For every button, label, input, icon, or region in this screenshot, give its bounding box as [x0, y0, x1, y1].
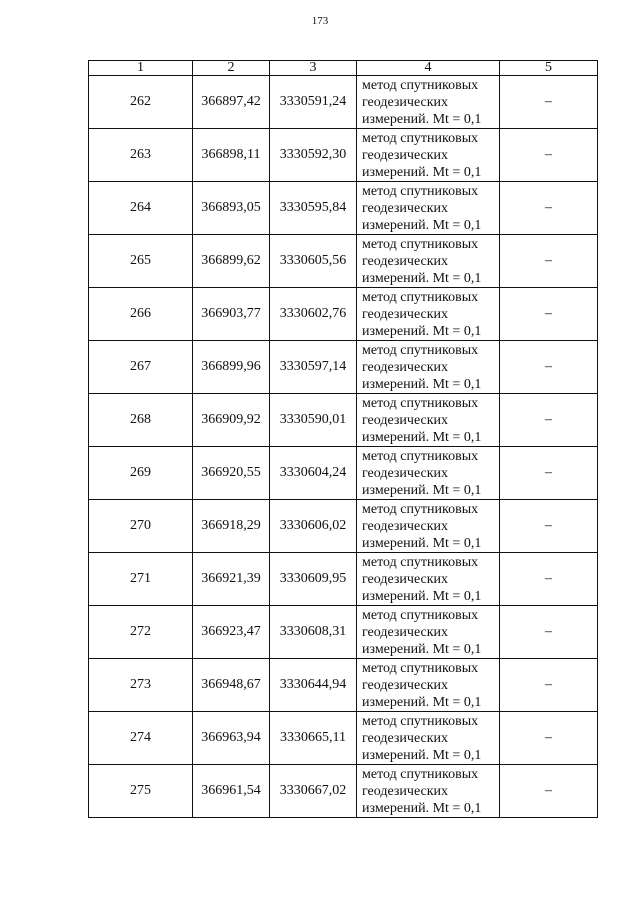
- method-cell: [357, 659, 500, 712]
- header-cell-x: 2: [193, 61, 270, 76]
- y-coordinate-cell: 3330602,76: [270, 288, 357, 341]
- y-coordinate-cell: 3330590,01: [270, 394, 357, 447]
- page-number: 173: [311, 15, 329, 27]
- y-coordinate-cell: 3330667,02: [270, 765, 357, 818]
- y-coordinate-cell: 3330644,94: [270, 659, 357, 712]
- table-body: [89, 76, 598, 818]
- point-number-cell: 264: [89, 182, 193, 235]
- method-line: геодезических: [362, 571, 449, 587]
- method-line: метод спутниковых: [362, 766, 479, 782]
- note-cell: –: [500, 659, 598, 712]
- method-cell: [357, 129, 500, 182]
- point-number-cell: 269: [89, 447, 193, 500]
- point-number-cell: 265: [89, 235, 193, 288]
- x-coordinate-cell: 366893,05: [193, 182, 270, 235]
- method-cell: [357, 182, 500, 235]
- method-line: измерений. Mt = 0,1: [362, 376, 482, 392]
- table-row: [89, 659, 598, 712]
- header-cell-note: 5: [500, 61, 598, 76]
- x-coordinate-cell: 366961,54: [193, 765, 270, 818]
- method-line: геодезических: [362, 677, 449, 693]
- note-cell: –: [500, 765, 598, 818]
- note-cell: –: [500, 500, 598, 553]
- table-row: [89, 76, 598, 129]
- note-cell: –: [500, 553, 598, 606]
- note-cell: –: [500, 235, 598, 288]
- method-line: геодезических: [362, 518, 449, 534]
- method-line: измерений. Mt = 0,1: [362, 800, 482, 816]
- method-cell: [357, 606, 500, 659]
- table-row: [89, 765, 598, 818]
- method-line: измерений. Mt = 0,1: [362, 429, 482, 445]
- x-coordinate-cell: 366918,29: [193, 500, 270, 553]
- method-line: измерений. Mt = 0,1: [362, 111, 482, 127]
- method-cell: [357, 447, 500, 500]
- point-number-cell: 270: [89, 500, 193, 553]
- note-cell: –: [500, 76, 598, 129]
- point-number-cell: 262: [89, 76, 193, 129]
- method-line: метод спутниковых: [362, 554, 479, 570]
- y-coordinate-cell: 3330609,95: [270, 553, 357, 606]
- header-cell-point-number: 1: [89, 61, 193, 76]
- method-cell: [357, 500, 500, 553]
- method-line: геодезических: [362, 94, 449, 110]
- method-line: метод спутниковых: [362, 395, 479, 411]
- point-number-cell: 267: [89, 341, 193, 394]
- method-line: метод спутниковых: [362, 660, 479, 676]
- method-cell: [357, 712, 500, 765]
- header-cell-y: 3: [270, 61, 357, 76]
- method-line: метод спутниковых: [362, 448, 479, 464]
- method-line: метод спутниковых: [362, 236, 479, 252]
- table-header-row: [89, 61, 598, 76]
- point-number-cell: 275: [89, 765, 193, 818]
- method-cell: [357, 765, 500, 818]
- method-cell: [357, 235, 500, 288]
- method-line: измерений. Mt = 0,1: [362, 217, 482, 233]
- x-coordinate-cell: 366897,42: [193, 76, 270, 129]
- table-row: [89, 712, 598, 765]
- note-cell: –: [500, 288, 598, 341]
- method-cell: [357, 553, 500, 606]
- y-coordinate-cell: 3330605,56: [270, 235, 357, 288]
- method-line: геодезических: [362, 147, 449, 163]
- method-line: геодезических: [362, 306, 449, 322]
- point-number-cell: 273: [89, 659, 193, 712]
- table-row: [89, 500, 598, 553]
- note-cell: –: [500, 341, 598, 394]
- y-coordinate-cell: 3330665,11: [270, 712, 357, 765]
- method-line: измерений. Mt = 0,1: [362, 694, 482, 710]
- method-cell: [357, 394, 500, 447]
- x-coordinate-cell: 366909,92: [193, 394, 270, 447]
- x-coordinate-cell: 366963,94: [193, 712, 270, 765]
- x-coordinate-cell: 366903,77: [193, 288, 270, 341]
- method-line: геодезических: [362, 730, 449, 746]
- method-line: измерений. Mt = 0,1: [362, 535, 482, 551]
- point-number-cell: 266: [89, 288, 193, 341]
- method-line: метод спутниковых: [362, 130, 479, 146]
- method-line: метод спутниковых: [362, 501, 479, 517]
- x-coordinate-cell: 366921,39: [193, 553, 270, 606]
- x-coordinate-cell: 366948,67: [193, 659, 270, 712]
- method-line: метод спутниковых: [362, 713, 479, 729]
- method-line: измерений. Mt = 0,1: [362, 747, 482, 763]
- method-line: метод спутниковых: [362, 183, 479, 199]
- table-row: [89, 553, 598, 606]
- note-cell: –: [500, 394, 598, 447]
- table-row: [89, 394, 598, 447]
- method-line: метод спутниковых: [362, 607, 479, 623]
- method-line: геодезических: [362, 465, 449, 481]
- header-cell-method: 4: [357, 61, 500, 76]
- note-cell: –: [500, 606, 598, 659]
- method-line: измерений. Mt = 0,1: [362, 164, 482, 180]
- method-cell: [357, 341, 500, 394]
- table-row: [89, 288, 598, 341]
- coordinates-table: [88, 60, 598, 818]
- note-cell: –: [500, 712, 598, 765]
- x-coordinate-cell: 366923,47: [193, 606, 270, 659]
- point-number-cell: 268: [89, 394, 193, 447]
- point-number-cell: 263: [89, 129, 193, 182]
- method-line: геодезических: [362, 783, 449, 799]
- y-coordinate-cell: 3330608,31: [270, 606, 357, 659]
- method-line: измерений. Mt = 0,1: [362, 641, 482, 657]
- y-coordinate-cell: 3330606,02: [270, 500, 357, 553]
- table-row: [89, 182, 598, 235]
- method-cell: [357, 288, 500, 341]
- method-line: геодезических: [362, 200, 449, 216]
- method-line: метод спутниковых: [362, 77, 479, 93]
- table-row: [89, 447, 598, 500]
- method-line: измерений. Mt = 0,1: [362, 323, 482, 339]
- method-line: измерений. Mt = 0,1: [362, 482, 482, 498]
- method-line: метод спутниковых: [362, 342, 479, 358]
- point-number-cell: 274: [89, 712, 193, 765]
- x-coordinate-cell: 366899,96: [193, 341, 270, 394]
- x-coordinate-cell: 366920,55: [193, 447, 270, 500]
- method-line: геодезических: [362, 253, 449, 269]
- y-coordinate-cell: 3330591,24: [270, 76, 357, 129]
- y-coordinate-cell: 3330595,84: [270, 182, 357, 235]
- point-number-cell: 271: [89, 553, 193, 606]
- method-line: метод спутниковых: [362, 289, 479, 305]
- table-row: [89, 341, 598, 394]
- method-line: геодезических: [362, 624, 449, 640]
- point-number-cell: 272: [89, 606, 193, 659]
- y-coordinate-cell: 3330604,24: [270, 447, 357, 500]
- table-row: [89, 129, 598, 182]
- table-row: [89, 235, 598, 288]
- note-cell: –: [500, 129, 598, 182]
- note-cell: –: [500, 182, 598, 235]
- y-coordinate-cell: 3330592,30: [270, 129, 357, 182]
- method-cell: [357, 76, 500, 129]
- method-line: измерений. Mt = 0,1: [362, 270, 482, 286]
- x-coordinate-cell: 366899,62: [193, 235, 270, 288]
- table-row: [89, 606, 598, 659]
- y-coordinate-cell: 3330597,14: [270, 341, 357, 394]
- method-line: геодезических: [362, 359, 449, 375]
- note-cell: –: [500, 447, 598, 500]
- x-coordinate-cell: 366898,11: [193, 129, 270, 182]
- method-line: геодезических: [362, 412, 449, 428]
- method-line: измерений. Mt = 0,1: [362, 588, 482, 604]
